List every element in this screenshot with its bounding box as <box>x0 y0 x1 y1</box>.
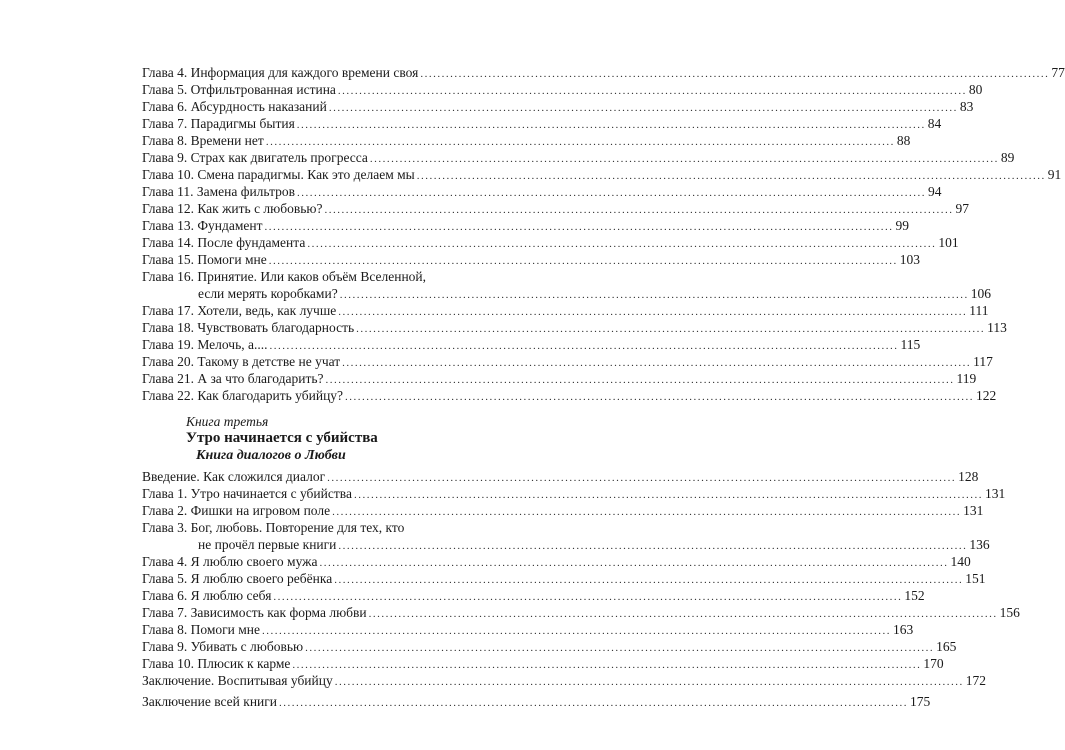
toc-entry-page: 115 <box>900 337 921 352</box>
toc-entry-title: Глава 18. Чувствовать благодарность <box>142 320 355 335</box>
toc-entry[interactable] <box>142 251 921 268</box>
toc-entry-title: Глава 15. Помоги мне <box>142 252 267 267</box>
toc-entry-title: Глава 12. Как жить с любовью? <box>142 201 323 216</box>
leader-dots <box>420 66 1049 83</box>
toc-entry-title: Глава 9. Убивать с любовью <box>142 639 304 654</box>
toc-entry[interactable] <box>142 387 997 404</box>
toc-entry-page: 156 <box>999 605 1020 620</box>
leader-dots <box>332 504 961 521</box>
toc-entry-title: Глава 11. Замена фильтров <box>142 184 296 199</box>
toc-entry-title: Глава 13. Фундамент <box>142 218 263 233</box>
toc-entry-title: Глава 5. Я люблю своего ребёнка <box>142 571 333 586</box>
toc-entry[interactable] <box>142 98 974 115</box>
toc-entry[interactable] <box>142 693 931 710</box>
toc-entry-page: 84 <box>927 116 942 131</box>
leader-dots <box>356 321 985 338</box>
toc-entry-continuation[interactable] <box>142 536 990 553</box>
toc-entry-title: Глава 17. Хотели, ведь, как лучше <box>142 303 337 318</box>
book-subtitle: Книга диалогов о Любви <box>196 448 346 463</box>
toc-section-book-three <box>142 468 1020 689</box>
leader-dots <box>305 640 934 657</box>
toc-entry-page: 172 <box>965 673 986 688</box>
leader-dots <box>269 338 898 355</box>
toc-entry[interactable] <box>142 64 1065 81</box>
toc-entry-title: Глава 5. Отфильтрованная истина <box>142 82 336 97</box>
toc-entry-page: 101 <box>938 235 959 250</box>
toc-entry-page: 136 <box>969 537 990 552</box>
toc-entry-title: Глава 1. Утро начинается с убийства <box>142 486 352 501</box>
toc-entry[interactable] <box>142 149 1015 166</box>
toc-entry[interactable] <box>142 132 911 149</box>
toc-entry-page: 163 <box>893 622 914 637</box>
toc-entry[interactable] <box>142 200 969 217</box>
toc-entry-page: 170 <box>923 656 944 671</box>
toc-entry-title: Заключение. Воспитывая убийцу <box>142 673 333 688</box>
leader-dots <box>297 185 926 202</box>
toc-entry-title: Глава 4. Информация для каждого времени своя <box>142 65 419 80</box>
leader-dots <box>370 151 999 168</box>
toc-entry-page: 97 <box>955 201 969 216</box>
toc-entry[interactable] <box>142 587 925 604</box>
leader-dots <box>307 236 936 253</box>
toc-entry-page: 131 <box>963 503 984 518</box>
toc-entry[interactable] <box>142 302 989 319</box>
toc-entry[interactable] <box>142 553 971 570</box>
toc-entry-page: 99 <box>895 218 909 233</box>
toc-entry[interactable] <box>142 268 486 285</box>
toc-entry-page: 119 <box>956 371 977 386</box>
toc-entry[interactable] <box>142 183 942 200</box>
toc-entry[interactable] <box>142 621 914 638</box>
toc-entry-title: Глава 16. Принятие. Или каков объём Вселенной, <box>142 269 427 284</box>
toc-entry-page: 94 <box>928 184 942 199</box>
toc-entry[interactable] <box>142 468 979 485</box>
toc-entry-title: Заключение всей книги <box>142 694 278 709</box>
toc-entry[interactable] <box>142 370 977 387</box>
toc-entry-title: не прочёл первые книги <box>198 537 337 552</box>
leader-dots <box>335 674 964 691</box>
toc-entry-title: Глава 10. Плюсик к карме <box>142 656 291 671</box>
toc-final <box>142 693 931 710</box>
toc-entry-continuation[interactable] <box>142 285 991 302</box>
leader-dots <box>345 389 974 406</box>
toc-entry-title: Глава 2. Фишки на игровом поле <box>142 503 331 518</box>
toc-section-book-two <box>142 64 1065 404</box>
toc-entry[interactable] <box>142 115 942 132</box>
leader-dots <box>319 555 948 572</box>
toc-entry-title: Глава 8. Времени нет <box>142 133 264 148</box>
toc-entry-page: 131 <box>984 486 1006 501</box>
toc-entry[interactable] <box>142 81 983 98</box>
toc-entry-page: 128 <box>958 469 979 484</box>
toc-entry-title: Глава 3. Бог, любовь. Повторение для тех, кто <box>142 520 405 535</box>
toc-entry-page: 106 <box>970 286 991 301</box>
toc-entry[interactable] <box>142 166 1062 183</box>
toc-entry-title: Глава 7. Парадигмы бытия <box>142 116 295 131</box>
toc-entry[interactable] <box>142 519 486 536</box>
leader-dots <box>354 487 983 504</box>
toc-entry[interactable] <box>142 217 909 234</box>
toc-entry[interactable] <box>142 502 984 519</box>
toc-entry-page: 151 <box>965 571 986 586</box>
leader-dots <box>342 355 971 372</box>
leader-dots <box>340 287 969 304</box>
toc-entry-page: 175 <box>910 694 931 709</box>
toc-entry-page: 88 <box>896 133 911 148</box>
toc-entry-title: Глава 7. Зависимость как форма любви <box>142 605 367 620</box>
toc-entry[interactable] <box>142 485 1006 502</box>
toc-entry-page: 91 <box>1047 167 1062 182</box>
toc-entry-page: 152 <box>904 588 925 603</box>
leader-dots <box>338 83 967 100</box>
leader-dots <box>334 572 963 589</box>
toc-entry-page: 111 <box>969 303 989 318</box>
leader-dots <box>297 117 926 134</box>
toc-entry-page: 122 <box>976 388 997 403</box>
toc-entry-title: Глава 14. После фундамента <box>142 235 306 250</box>
toc-entry-page: 117 <box>973 354 993 369</box>
toc-entry-title: Глава 10. Смена парадигмы. Как это делаем мы <box>142 167 415 182</box>
toc-entry-title: Введение. Как сложился диалог <box>142 469 326 484</box>
toc-entry[interactable] <box>142 655 944 672</box>
book-label: Книга третья <box>186 414 269 429</box>
leader-dots <box>292 657 921 674</box>
toc-entry[interactable] <box>142 672 986 689</box>
toc-entry-page: 80 <box>968 82 983 97</box>
toc-entry[interactable] <box>142 353 993 370</box>
toc-entry-page: 77 <box>1051 65 1065 80</box>
toc-entry-title: Глава 9. Страх как двигатель прогресса <box>142 150 368 165</box>
toc-entry-page: 83 <box>959 99 974 114</box>
toc-entry-title: если мерять коробками? <box>198 286 338 301</box>
book-title: Утро начинается с убийства <box>186 430 378 446</box>
toc-entry-title: Глава 20. Такому в детстве не учат <box>142 354 341 369</box>
toc-entry-title: Глава 8. Помоги мне <box>142 622 261 637</box>
toc-entry-title: Глава 4. Я люблю своего мужа <box>142 554 318 569</box>
toc-entry-title: Глава 6. Абсурдность наказаний <box>142 99 327 114</box>
leader-dots <box>338 538 967 555</box>
toc-entry-page: 89 <box>1000 150 1015 165</box>
leader-dots <box>262 623 891 640</box>
toc-entry-page: 165 <box>936 639 957 654</box>
toc-entry[interactable] <box>142 604 1020 621</box>
toc-entry-page: 140 <box>950 554 971 569</box>
toc-entry-title: Глава 6. Я люблю себя <box>142 588 272 603</box>
leader-dots <box>265 219 894 236</box>
toc-entry-page: 103 <box>899 252 921 267</box>
toc-entry-page: 113 <box>987 320 1007 335</box>
leader-dots <box>417 168 1046 185</box>
toc-entry[interactable] <box>142 234 959 251</box>
leader-dots <box>326 372 955 389</box>
toc-entry[interactable] <box>142 638 957 655</box>
toc-entry[interactable] <box>142 336 921 353</box>
leader-dots <box>273 589 902 606</box>
leader-dots <box>329 100 958 117</box>
toc-entry[interactable] <box>142 319 1007 336</box>
toc-entry-title: Глава 22. Как благодарить убийцу? <box>142 388 344 403</box>
leader-dots <box>327 470 956 487</box>
leader-dots <box>279 695 908 712</box>
toc-entry-title: Глава 21. А за что благодарить? <box>142 371 324 386</box>
leader-dots <box>324 202 953 219</box>
toc-entry-title: Глава 19. Мелочь, а.... <box>142 337 268 352</box>
leader-dots <box>338 304 967 321</box>
toc-entry[interactable] <box>142 570 986 587</box>
